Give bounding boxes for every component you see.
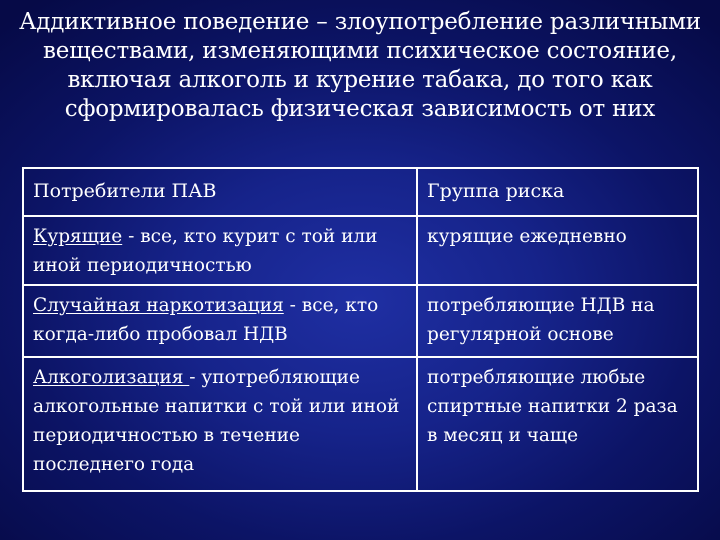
consumer-cell: [23, 285, 417, 357]
consumer-cell: [23, 216, 417, 285]
consumer-term: Алкоголизация: [33, 367, 190, 388]
consumer-definition: - употребляющие алкогольные напитки с той или иной периодичностью в течение последнего года: [33, 367, 400, 475]
slide-title: Аддиктивное поведение – злоупотребление различными веществами, изменяющими психическое состояние, включая алкоголь и курение табака, до того как сформировалась физическая зависимость от них: [19, 9, 701, 122]
table-row: [23, 357, 698, 491]
table-row: [23, 216, 698, 285]
consumer-definition: - все, кто когда-либо пробовал НДВ: [33, 295, 379, 345]
consumer-term: Случайная наркотизация: [33, 295, 284, 316]
consumer-term: Курящие: [33, 226, 123, 247]
risk-cell: потребляющие НДВ на регулярной основе: [417, 285, 698, 357]
consumer-definition: - все, кто курит с той или иной периодичностью: [33, 226, 378, 276]
consumer-cell: [23, 357, 417, 491]
risk-group-table: [22, 167, 699, 492]
header-consumers: Потребители ПАВ: [23, 168, 417, 216]
risk-cell: потребляющие любые спиртные напитки 2 раза в месяц и чаще: [417, 357, 698, 491]
header-risk-group: Группа риска: [417, 168, 698, 216]
risk-cell: курящие ежедневно: [417, 216, 698, 285]
table-row: [23, 285, 698, 357]
table-header-row: [23, 168, 698, 216]
